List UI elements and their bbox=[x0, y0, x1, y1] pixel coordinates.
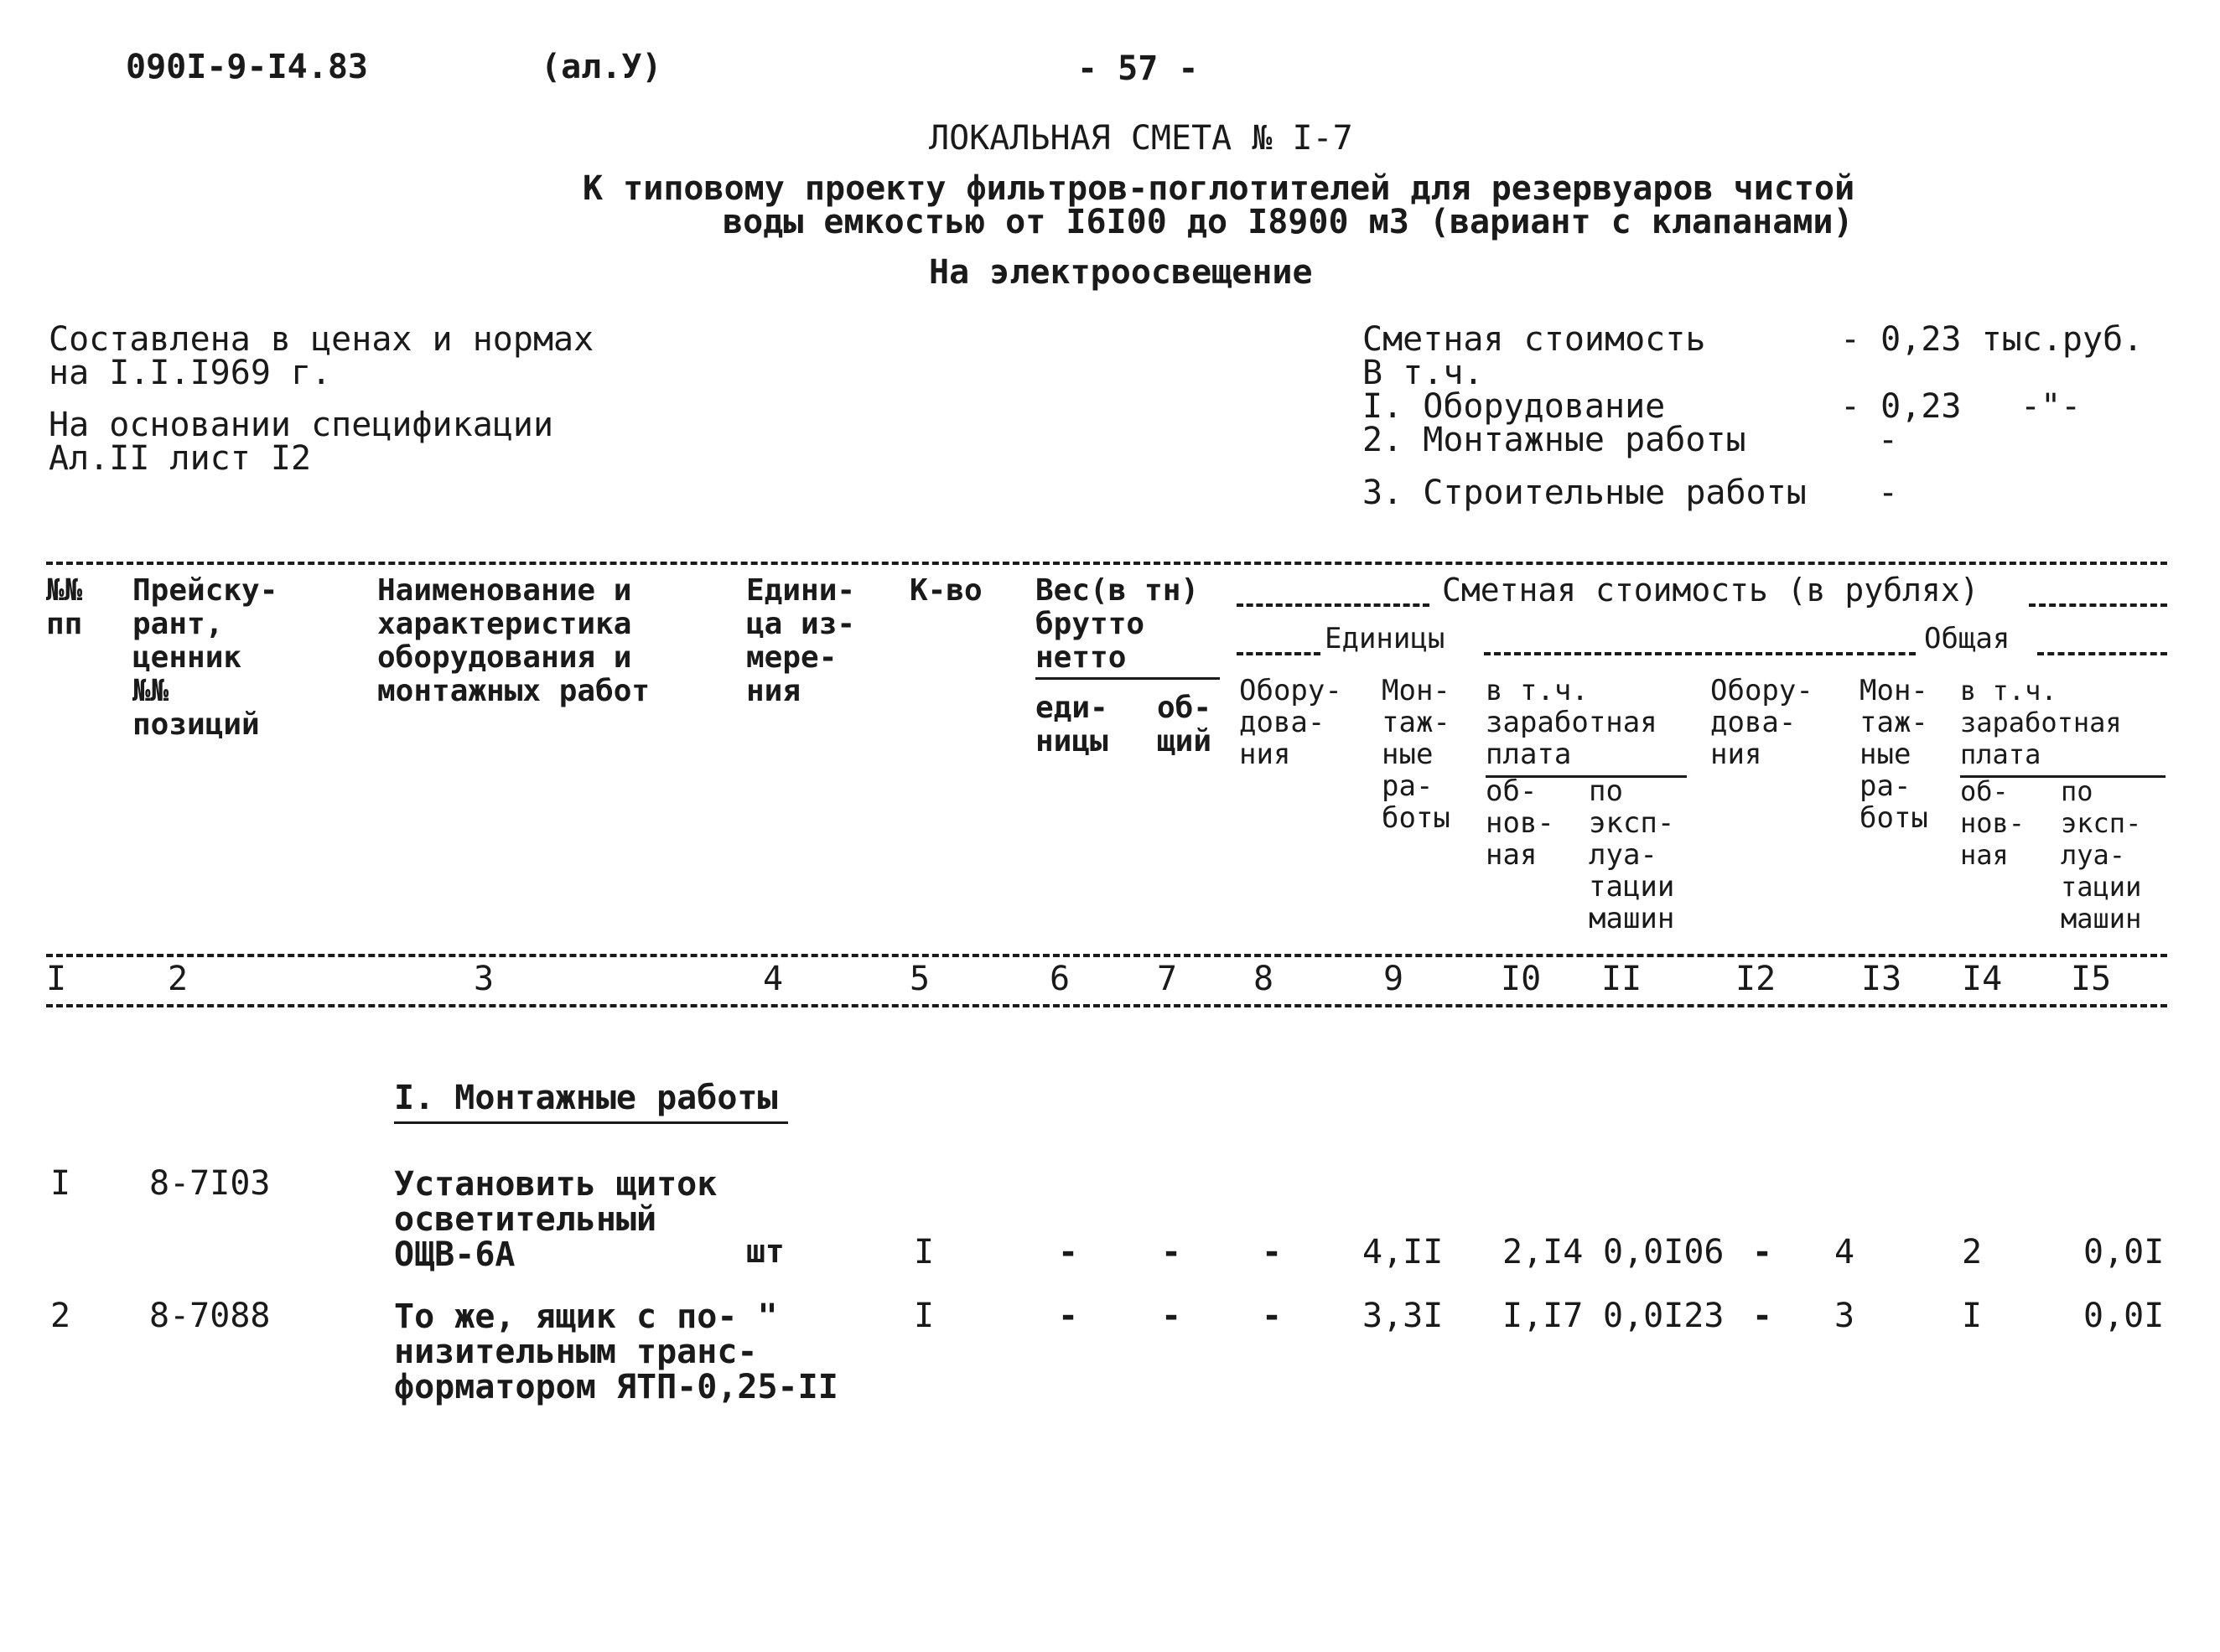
estimate-subject: На электроосвещение bbox=[929, 253, 1313, 292]
col-header-equipment: Обору- дова- ния bbox=[1239, 674, 1342, 771]
project-title-line2: воды емкостью от I6I00 до I8900 м3 (вариант с клапанами) bbox=[723, 203, 1854, 241]
row-weight-total: - bbox=[1161, 1297, 1182, 1335]
spec-basis: На основании спецификации bbox=[49, 406, 554, 444]
row-wage-machines: 0,0I06 bbox=[1603, 1233, 1725, 1271]
col-number: 8 bbox=[1253, 960, 1274, 998]
col-header-weight: Вес(в тн) брутто нетто bbox=[1035, 573, 1200, 675]
col-header-equipment-total: Обору- дова- ния bbox=[1710, 674, 1813, 771]
col-header-wage-total: в т.ч. заработная плата bbox=[1960, 675, 2122, 770]
col-number: 9 bbox=[1383, 960, 1404, 998]
col-header-wage: в т.ч. заработная плата bbox=[1486, 674, 1657, 771]
col-number: 3 bbox=[474, 960, 495, 998]
row-wage-machines-total: 0,0I bbox=[2083, 1297, 2165, 1335]
col-header-installation: Мон- таж- ные ра- боты bbox=[1382, 674, 1450, 835]
section-title: I. Монтажные работы bbox=[394, 1079, 778, 1117]
unit-group-rule-right bbox=[1484, 652, 1853, 655]
cost-label: Сметная стоимость bbox=[1362, 320, 1706, 359]
row-wage-base: I,I7 bbox=[1502, 1297, 1584, 1335]
doc-code: 090I-9-I4.83 bbox=[126, 48, 368, 86]
row-installation: 4,II bbox=[1362, 1233, 1444, 1271]
row-number: 2 bbox=[50, 1297, 71, 1335]
row-installation-total: 3 bbox=[1834, 1297, 1855, 1335]
row-number: I bbox=[50, 1164, 71, 1203]
row-equipment-total: - bbox=[1752, 1297, 1773, 1335]
row-price-code: 8-7088 bbox=[149, 1297, 271, 1335]
incl-label: В т.ч. bbox=[1362, 354, 1484, 392]
total-group-rule-left bbox=[1857, 652, 1916, 655]
col-header-wage-base: об- нов- ная bbox=[1486, 774, 1554, 872]
estimate-title: ЛОКАЛЬНАЯ СМЕТА № I-7 bbox=[929, 119, 1353, 158]
row-installation-total: 4 bbox=[1834, 1233, 1855, 1271]
col-number: II bbox=[1601, 960, 1642, 998]
row-wage-base-total: I bbox=[1962, 1297, 1983, 1335]
cost-header-rule-right bbox=[2029, 603, 2167, 607]
row-weight-unit: - bbox=[1058, 1297, 1079, 1335]
album-ref: (ал.У) bbox=[541, 48, 662, 86]
total-group-rule-right bbox=[2037, 652, 2167, 655]
weight-divider bbox=[1035, 677, 1220, 680]
cost-header-rule-left bbox=[1237, 603, 1429, 607]
installation-label: 2. Монтажные работы bbox=[1362, 421, 1746, 459]
equipment-unit: -"- bbox=[2020, 387, 2082, 426]
col-header-price-list: Прейску- рант, ценник №№ позиций bbox=[132, 573, 278, 742]
row-wage-machines: 0,0I23 bbox=[1603, 1297, 1725, 1335]
col-number: 7 bbox=[1157, 960, 1178, 998]
col-header-wage-machines-total: по эксп- луа- тации машин bbox=[2061, 775, 2142, 935]
row-name: Установить щиток осветительный ОЩВ-6А bbox=[394, 1165, 718, 1274]
col-number: I3 bbox=[1861, 960, 1902, 998]
header-bottom-rule bbox=[46, 954, 2167, 957]
col-header-weight-total: об- щий bbox=[1157, 691, 1212, 759]
row-equipment-total: - bbox=[1752, 1233, 1773, 1271]
col-numbers-bottom-rule bbox=[46, 1004, 2167, 1007]
col-number: 4 bbox=[763, 960, 784, 998]
col-number: 6 bbox=[1050, 960, 1071, 998]
equipment-label: I. Оборудование bbox=[1362, 387, 1666, 426]
spec-sheet: Ал.II лист I2 bbox=[49, 439, 312, 478]
col-header-weight-unit: еди- ницы bbox=[1035, 691, 1108, 759]
col-number: I5 bbox=[2071, 960, 2112, 998]
col-header-unit: Едини- ца из- мере- ния bbox=[746, 573, 856, 708]
row-installation: 3,3I bbox=[1362, 1297, 1444, 1335]
row-unit: шт bbox=[746, 1233, 785, 1270]
col-number: I bbox=[46, 960, 67, 998]
col-header-number: №№ пп bbox=[46, 573, 83, 641]
col-header-wage-base-total: об- нов- ная bbox=[1960, 775, 2025, 871]
row-wage-base: 2,I4 bbox=[1502, 1233, 1584, 1271]
row-wage-base-total: 2 bbox=[1962, 1233, 1983, 1271]
col-header-wage-machines: по эксп- луа- тации машин bbox=[1589, 774, 1675, 935]
row-name: То же, ящик с по- " низительным транс- форматором ЯТП-0,25-II bbox=[394, 1297, 838, 1406]
construction-label: 3. Строительные работы bbox=[1362, 474, 1807, 512]
row-equipment: - bbox=[1262, 1233, 1283, 1271]
col-header-total-group: Общая bbox=[1924, 622, 2010, 655]
col-header-name: Наименование и характеристика оборудования и монтажных работ bbox=[377, 573, 651, 708]
cost-value: - 0,23 тыс.руб. bbox=[1840, 320, 2144, 359]
col-header-cost: Сметная стоимость (в рублях) bbox=[1442, 572, 1979, 608]
project-title-line1: К типовому проекту фильтров-поглотителей для резервуаров чистой bbox=[583, 169, 1855, 208]
table-top-rule bbox=[46, 562, 2167, 565]
row-wage-machines-total: 0,0I bbox=[2083, 1233, 2165, 1271]
col-header-qty: К-во bbox=[910, 573, 983, 608]
col-number: I4 bbox=[1962, 960, 2003, 998]
installation-value: - bbox=[1878, 421, 1899, 459]
page-number: - 57 - bbox=[1077, 49, 1199, 88]
row-weight-unit: - bbox=[1058, 1233, 1079, 1271]
prices-date: на I.I.I969 г. bbox=[49, 354, 332, 392]
col-number: 5 bbox=[910, 960, 931, 998]
row-qty: I bbox=[914, 1233, 935, 1271]
row-equipment: - bbox=[1262, 1297, 1283, 1335]
row-weight-total: - bbox=[1161, 1233, 1182, 1271]
row-price-code: 8-7I03 bbox=[149, 1164, 271, 1203]
construction-value: - bbox=[1878, 474, 1899, 512]
section-title-underline bbox=[394, 1121, 788, 1124]
col-number: 2 bbox=[168, 960, 189, 998]
row-qty: I bbox=[914, 1297, 935, 1335]
col-number: I0 bbox=[1501, 960, 1542, 998]
unit-group-rule-left bbox=[1237, 652, 1320, 655]
col-header-installation-total: Мон- таж- ные ра- боты bbox=[1860, 674, 1928, 835]
prices-basis: Составлена в ценах и нормах bbox=[49, 320, 594, 359]
equipment-value: - 0,23 bbox=[1840, 387, 1962, 426]
col-header-unit-group: Единицы bbox=[1325, 622, 1445, 655]
col-number: I2 bbox=[1735, 960, 1777, 998]
